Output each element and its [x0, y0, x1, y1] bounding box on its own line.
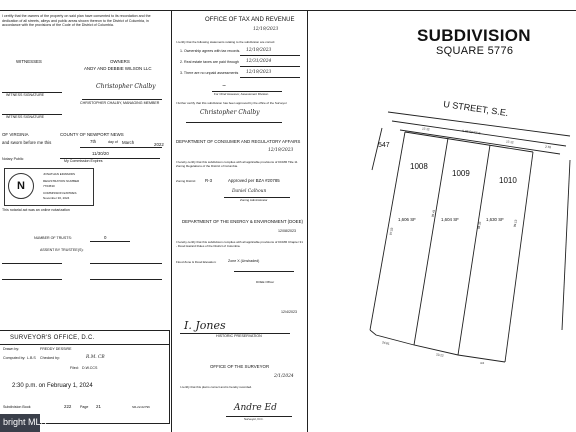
recorded-text: 2:30 p.m. on February 1, 2024 [12, 383, 93, 389]
dim-bottom-3: 4.0 [480, 361, 485, 365]
checked-value: R.M. CB [86, 355, 105, 360]
flood-label: Flood Zone & Flood Elevation: [176, 260, 217, 264]
doee-title: DEPARTMENT OF THE ENERGY & ENVIRONMENT (DOEE) [182, 219, 304, 224]
trusts-rule [90, 241, 130, 242]
witnesses-label: WITNESSES [16, 59, 42, 64]
owners-label: OWNERS [110, 59, 130, 64]
lot-1009-area: 1,604 SF [441, 217, 459, 222]
sworn-day: 7th [90, 139, 97, 144]
dim-top-2: 17.12 [505, 139, 514, 145]
owner-signature: Christopher Chalby [96, 83, 156, 90]
tax-sig2-rule [186, 122, 282, 123]
commission-label: My Commission Expires [64, 159, 103, 163]
lot-1010-area: 1,630 SF [486, 217, 504, 222]
intro-text: I certify that the owners of the property on said plan have consented to its recordation and the dedication of all streets, alleys and public areas shown thereon to the District of Columbia, in accordance with the provisions of the Code of the District of Columbia. [2, 14, 151, 28]
dim-top-1: 17.12 [421, 126, 430, 132]
book-label: Subdivision Book [3, 405, 31, 409]
lot-1009-number: 1009 [452, 169, 470, 178]
flood-value: Zone X (Unshaded) [228, 259, 260, 263]
doee-date: 12/08/2023 [278, 229, 296, 233]
dim-bottom-1: 24.61 [381, 340, 390, 346]
doee-text: I hereby certify that this subdivision complies with all applicable provisions of DCMR Chapter 31 - Flood Hazard Rules of the District of Columbia. [176, 240, 303, 248]
filed-label: Filed: [70, 366, 79, 370]
plat-subtitle: SQUARE 5776 [436, 45, 514, 57]
trusts-label: NUMBER OF TRUSTS: [34, 236, 72, 240]
zoning-signature: Daniel Calhoun [232, 189, 267, 194]
dim-side-1: 97.53 [388, 227, 394, 236]
trusts-value: 0 [104, 235, 107, 240]
owners-name: ANDY AND DEBBIE WILSON LLC [84, 66, 152, 71]
sworn-line: and sworn before me this [2, 140, 52, 145]
dcra-text: I hereby certify that this subdivision complies with all applicable provisions of DCMR Title 11 Zoning Regulations of the District of Columbia. [176, 160, 298, 168]
tax-row-1-rule [240, 55, 300, 56]
seal-line-5: November 30, 2024 [43, 196, 70, 200]
surveyor-box-title: SURVEYOR'S OFFICE, D.C. [10, 335, 95, 341]
dcra-title: DEPARTMENT OF CONSUMER AND REGULATORY AFFAIRS [176, 139, 301, 144]
sworn-day-of: day of [108, 140, 118, 144]
lot-547-line [372, 128, 382, 170]
seal-emblem-icon: N [8, 173, 34, 199]
dim-side-3: 98.33 [476, 221, 482, 230]
zone-label: Zoning District: [176, 179, 197, 183]
doee-sig-rule [234, 271, 294, 272]
dim-bottom-2: 23.22 [435, 352, 444, 358]
checked-label: Checked by: [40, 356, 60, 360]
dim-side-2: 95.41 [430, 209, 436, 218]
zoning-admin: Zoning Administrator [240, 198, 268, 202]
sworn-month: March [122, 140, 135, 145]
plat-drawing [307, 0, 576, 432]
tax-row-2-label: 2. Real estate taxes are paid through [180, 60, 239, 64]
seal-line-4: COMMISSION EXPIRES [43, 191, 77, 195]
ref-value: SR-22-02796 [132, 405, 150, 409]
computed-label: Computed by: [3, 356, 26, 360]
dim-top-bearing: S 86°59'42" E [461, 128, 481, 136]
trustee-line-3 [2, 279, 62, 280]
computed-value: L.B.S [27, 356, 36, 360]
tax-row-3-rule [240, 77, 300, 78]
witness-sig-label-2: WITNESS SIGNATURE [6, 115, 45, 119]
seal-line-2: REGISTRATION NUMBER [43, 179, 80, 183]
assent-label: ASSENT BY TRUSTEE(S): [40, 248, 84, 252]
lot-547-label: 547 [378, 142, 390, 149]
state-line: OF VIRGINIA [2, 132, 29, 137]
surveyor-date: 2/1/2024 [274, 374, 294, 379]
dcra-date: 12/19/2023 [268, 148, 294, 153]
tax-certify: I further certify that this subdivision has been approved by the office of the Surveyor [176, 101, 287, 105]
surveyor-role: Surveyor, D.C. [244, 417, 264, 421]
seal-line-3: 7764530 [43, 184, 55, 188]
surveyor-box-divider [0, 344, 169, 345]
tax-title: OFFICE OF TAX AND REVENUE [205, 17, 295, 23]
trustee-line-4 [90, 279, 162, 280]
hp-label: HISTORIC PRESERVATION [216, 334, 262, 338]
drawn-value: FREDDY DESSIRE [40, 347, 72, 351]
mls-watermark [0, 414, 47, 432]
notary-label: Notary Public [2, 157, 24, 161]
sworn-year: 2022 [154, 142, 164, 147]
filed-value: D.W.CCS [82, 366, 98, 370]
rear-line [370, 330, 505, 362]
book-value: 222 [64, 404, 72, 409]
zone-value: R-3 [205, 178, 213, 183]
tax-row-1-value: 12/19/2023 [246, 48, 272, 53]
owner-printed-name: CHRISTOPHER CHALBY, MANAGING MEMBER [80, 101, 160, 105]
surveyor-office-box [0, 330, 170, 424]
dim-side-4: 99.13 [512, 219, 518, 228]
tax-signature: ~ [222, 83, 227, 89]
notary-note: This notarial act was an online notarization [2, 208, 70, 212]
trustee-line-1 [2, 263, 62, 264]
lot-1008-area: 1,606 SF [398, 217, 416, 222]
left-column-divider [171, 10, 172, 432]
trustee-line-2 [90, 263, 162, 264]
page-value: 21 [96, 404, 101, 409]
commission-date: 11/30/20 [92, 151, 109, 156]
plat-title: SUBDIVISION [417, 26, 531, 45]
owner-sig-line [82, 99, 162, 100]
surveyor-text: I certify that this plat is correct and is hereby recorded. [180, 385, 253, 389]
tax-row-3-value: 12/19/2023 [246, 70, 272, 75]
east-boundary-line [562, 160, 570, 330]
street-name: U STREET, S.E. [442, 99, 510, 119]
lot-1008-west-line [370, 132, 405, 330]
lot-1008-number: 1008 [410, 162, 428, 171]
doee-office: DOEE Officer [256, 280, 275, 284]
zone-approved: Approved per BZA #20785 [228, 178, 280, 183]
dim-top-3: 2.78 [544, 144, 552, 150]
surveyor-signature: Andre Ed [234, 403, 277, 413]
seal-line-1: JONATHAN EDWARDS [43, 172, 76, 176]
hp-signature: I. Jones [184, 319, 226, 332]
tax-signature-2: Christopher Chalby [200, 109, 260, 116]
tax-intro: I certify that the following statements relating to the subdivision are correct: [176, 40, 276, 44]
drawn-label: Drawn by: [3, 347, 20, 351]
hp-date: 12/4/2023 [281, 310, 297, 314]
witness-sig-label-1: WITNESS SIGNATURE [6, 93, 45, 97]
tax-row-2-rule [240, 66, 300, 67]
tax-sig-label: For Chief Assessor, Assessment Division [214, 92, 269, 96]
page-label: Page [80, 405, 89, 409]
tax-row-1-label: 1. Ownership agrees with tax records. [180, 49, 241, 53]
county-line: COUNTY OF NEWPORT NEWS [60, 132, 124, 137]
lot-1010-number: 1010 [499, 176, 517, 185]
tax-row-3-label: 3. There are no unpaid assessments [180, 71, 239, 75]
sworn-line-rule [80, 147, 162, 148]
tax-date: 12/19/2023 [253, 27, 279, 32]
notary-seal [4, 168, 94, 206]
watermark-text: bright MLS [3, 417, 47, 427]
tax-row-2-value: 12/31/2024 [246, 59, 272, 64]
surveyor-title: OFFICE OF THE SURVEYOR [210, 364, 270, 369]
